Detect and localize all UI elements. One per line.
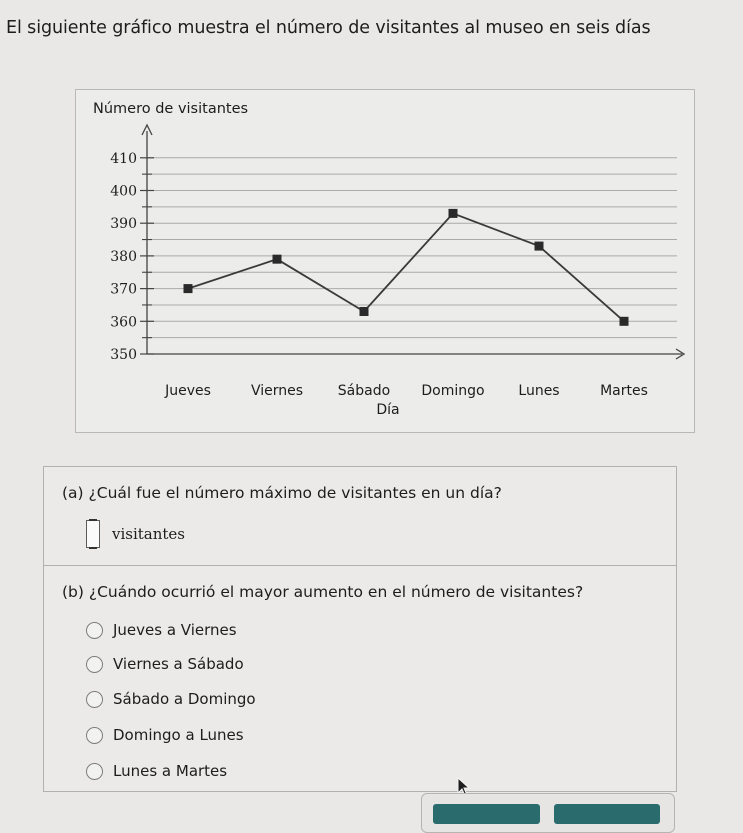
radio-icon[interactable] [86,691,103,708]
option-jueves-viernes[interactable] [86,621,237,639]
option-label: Sábado a Domingo [113,690,256,708]
chart-svg [76,90,696,434]
option-lunes-martes[interactable] [86,762,227,780]
option-sabado-domingo[interactable] [86,690,256,708]
y-tick-label: 400 [110,183,137,200]
answer-input[interactable] [86,520,100,548]
x-tick-label: Lunes [518,383,560,399]
option-domingo-lunes[interactable] [86,726,244,744]
data-point [620,317,629,326]
radio-icon[interactable] [86,763,103,780]
option-label: Viernes a Sábado [113,655,244,673]
question-panel [43,466,677,792]
x-tick-label: Domingo [421,383,485,399]
answer-row [86,519,185,549]
x-axis-title: Día [376,402,400,418]
data-point [535,242,544,251]
radio-icon[interactable] [86,656,103,673]
line-chart [75,89,695,433]
data-point [184,284,193,293]
footer-button-left[interactable] [433,804,540,824]
y-tick-label: 380 [110,248,137,265]
option-label: Lunes a Martes [113,762,228,780]
radio-icon[interactable] [86,727,103,744]
y-tick-label: 350 [110,347,137,363]
chart-title: Número de visitantes [93,101,249,117]
data-point [273,255,282,264]
option-viernes-sabado[interactable] [86,655,244,673]
answer-unit: visitantes [112,525,186,543]
question-b-prompt: (b) ¿Cuándo ocurrió el mayor aumento en el número de visitantes? [62,583,584,601]
option-label: Domingo a Lunes [113,726,244,744]
question-a-prompt: (a) ¿Cuál fue el número máximo de visitantes en un día? [62,484,502,502]
y-tick-label: 410 [110,150,137,167]
intro-text: El siguiente gráfico muestra el número de visitantes al museo en seis días [6,18,651,38]
y-tick-label: 360 [110,314,137,331]
y-tick-label: 390 [110,216,137,233]
y-tick-label: 370 [110,281,137,298]
footer-button-right[interactable] [554,804,660,824]
x-tick-label: Jueves [165,383,211,399]
divider [44,565,676,566]
data-point [449,209,458,218]
x-tick-label: Sábado [337,383,391,399]
x-tick-label: Martes [600,383,648,399]
x-tick-label: Viernes [250,383,304,399]
option-label: Jueves a Viernes [113,621,237,639]
data-point [360,307,369,316]
radio-icon[interactable] [86,622,103,639]
